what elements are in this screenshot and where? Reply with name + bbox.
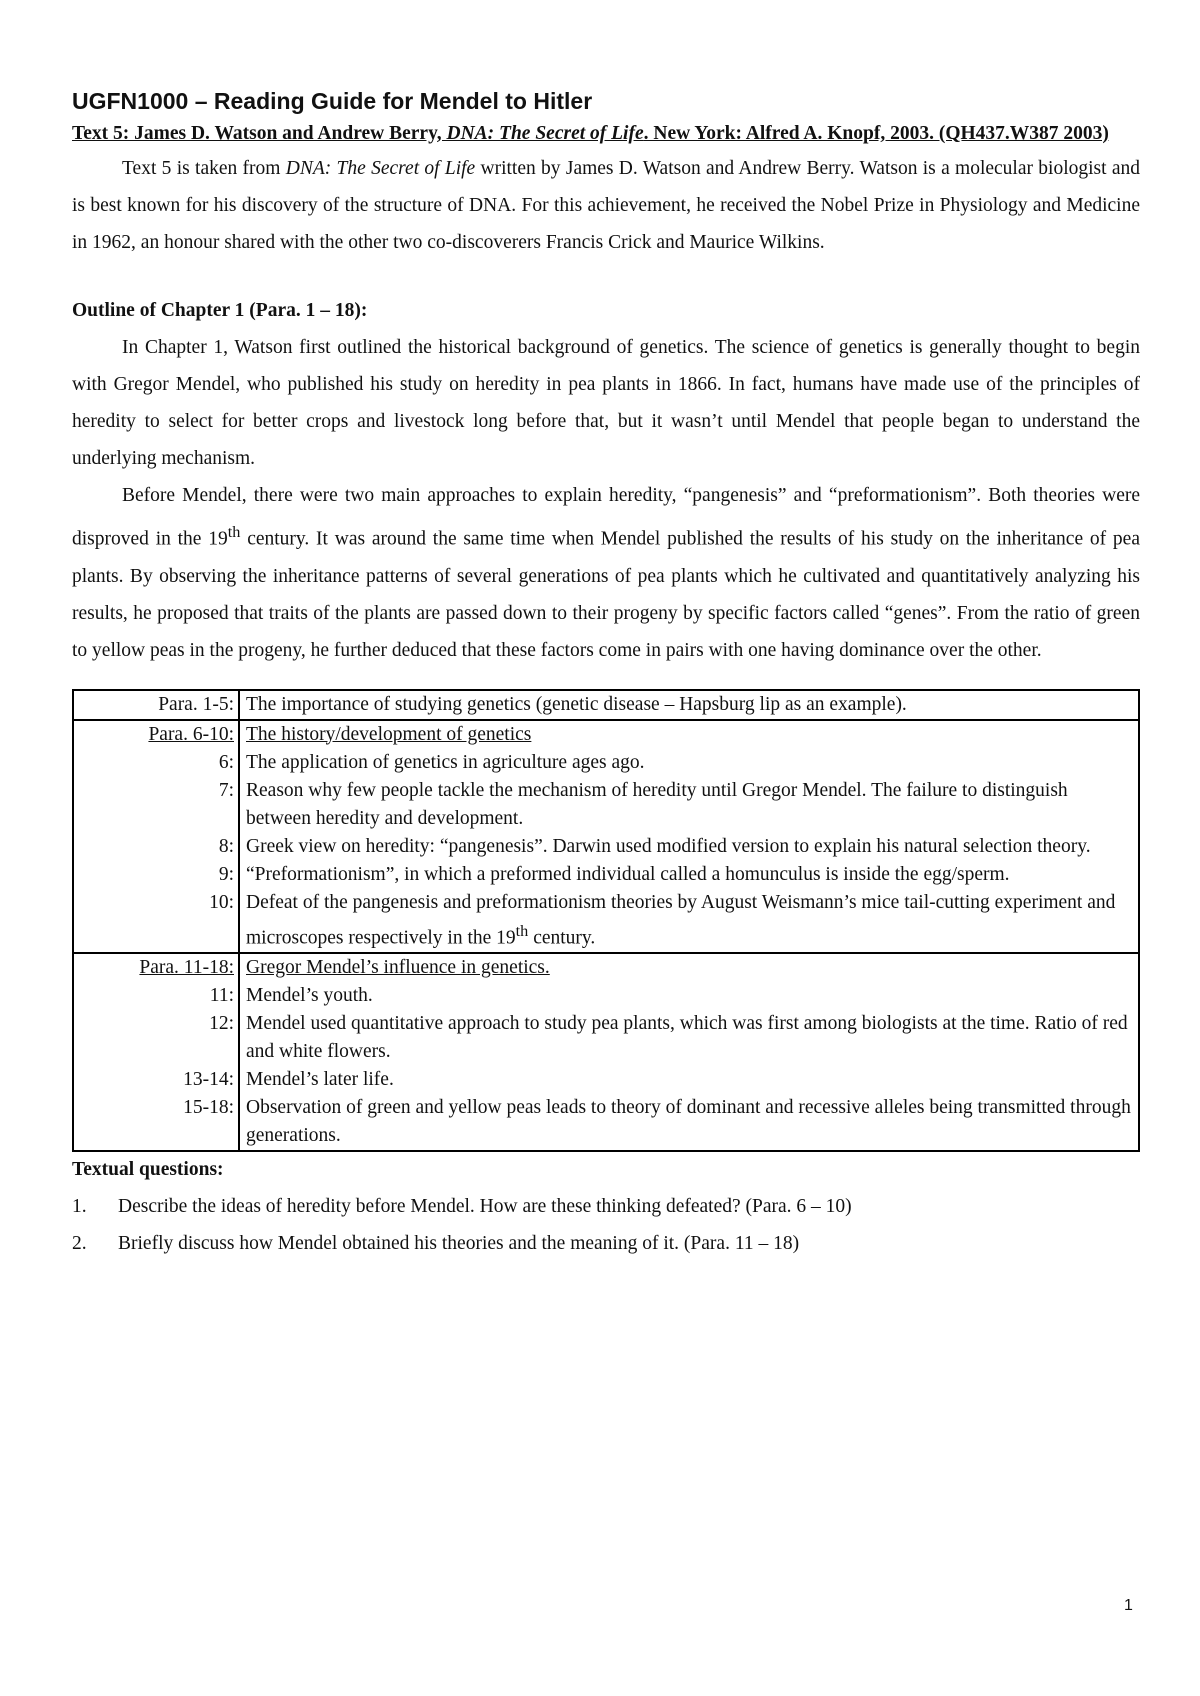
row-description: Observation of green and yellow peas leads to theory of dominant and recessive alleles being transmitted through generations.: [239, 1094, 1139, 1151]
table-row: [73, 777, 1139, 833]
question-number: 1.: [72, 1196, 87, 1217]
table-row: [73, 690, 1139, 720]
intro-text-after: written by James D. Watson and Andrew Berry. Watson is a molecular biologist and is best known for his discovery of the structure of DNA. For this achievement, he received the Nobel Prize in Physiology and Medicine in 1962, an honour shared with the other two co-discoverers Francis Crick and Maurice Wilkins.: [72, 158, 1141, 253]
row-label: 9:: [73, 861, 239, 889]
row-description: “Preformationism”, in which a preformed individual called a homunculus is inside the egg/sperm.: [239, 861, 1139, 889]
questions-heading: Textual questions:: [72, 1159, 224, 1180]
row-description: Greek view on heredity: “pangenesis”. Darwin used modified version to explain his natural selection theory.: [239, 833, 1139, 861]
row-label: 8:: [73, 833, 239, 861]
row-description: The importance of studying genetics (genetic disease – Hapsburg lip as an example).: [239, 690, 1139, 720]
question-number: 2.: [72, 1233, 87, 1254]
section-heading-row: [73, 953, 1139, 982]
superscript: th: [515, 921, 529, 940]
row10-text-after: century.: [528, 927, 596, 948]
table-row: [73, 1094, 1139, 1151]
row-description: Mendel’s youth.: [239, 982, 1139, 1010]
outline-paragraph-2: [72, 477, 1140, 669]
list-item: [72, 1188, 1140, 1225]
question-text: Describe the ideas of heredity before Mendel. How are these thinking defeated? (Para. 6 – 10): [118, 1196, 852, 1217]
section-heading-row: [73, 720, 1139, 749]
table-row: [73, 982, 1139, 1010]
section-label: Para. 11-18:: [73, 953, 239, 982]
row10-text-before: Defeat of the pangenesis and preformationism theories by August Weismann’s mice tail-cutting experiment and microscopes respectively in the 19: [246, 891, 1116, 948]
row-label: 11:: [73, 982, 239, 1010]
outline-paragraph-1: In Chapter 1, Watson first outlined the historical background of genetics. The science of genetics is generally thought to begin with Gregor Mendel, who published his study on heredity in pea plants in 1866. In fact, humans have made use of the principles of heredity to select for better crops and livestock long before that, but it wasn’t until Mendel that people began to understand the underlying mechanism.: [72, 337, 1140, 469]
document-title: UGFN1000 – Reading Guide for Mendel to Hitler: [72, 88, 593, 114]
row-label: Para. 1-5:: [73, 690, 239, 720]
intro-book-title: DNA: The Secret of Life: [285, 158, 476, 179]
citation-suffix: . New York: Alfred A. Knopf, 2003. (QH437.W387 2003): [643, 123, 1109, 144]
questions-list: [72, 1188, 1140, 1262]
paragraph2-text-after: century. It was around the same time when Mendel published the results of his study on the inheritance of pea plants. By observing the inheritance patterns of several generations of pea plants which he cultivated and quantitatively analyzing his results, he proposed that traits of the plants are passed down to their progeny by specific factors called “genes”. From the ratio of green to yellow peas in the progeny, he further deduced that these factors come in pairs with one having dominance over the other.: [72, 528, 1140, 661]
document-page: [72, 86, 1140, 1262]
table-row: [73, 749, 1139, 777]
table-row: [73, 1066, 1139, 1094]
section-heading: The history/development of genetics: [239, 720, 1139, 749]
row-label: 15-18:: [73, 1094, 239, 1151]
row-description: Mendel used quantitative approach to study pea plants, which was first among biologists at the time. Ratio of red and white flowers.: [239, 1010, 1139, 1066]
row-description: The application of genetics in agriculture ages ago.: [239, 749, 1139, 777]
section-label: Para. 6-10:: [73, 720, 239, 749]
paragraph2-text-before: Before Mendel, there were two main approaches to explain heredity, “pangenesis” and “preformationism”. Both theories were disproved in the 19: [72, 485, 1140, 550]
citation-prefix: Text 5: James D. Watson and Andrew Berry,: [72, 123, 447, 144]
list-item: [72, 1225, 1140, 1262]
row-label: 10:: [73, 889, 239, 954]
row-label: 7:: [73, 777, 239, 833]
section-heading: Gregor Mendel’s influence in genetics.: [239, 953, 1139, 982]
outline-heading: Outline of Chapter 1 (Para. 1 – 18):: [72, 300, 368, 321]
row-description: [239, 889, 1139, 954]
superscript: th: [227, 523, 241, 541]
row-label: 13-14:: [73, 1066, 239, 1094]
page-number: 1: [1124, 1597, 1133, 1614]
intro-paragraph: [72, 150, 1140, 261]
citation-book-title: DNA: The Secret of Life: [446, 123, 644, 144]
table-row: [73, 861, 1139, 889]
row-label: 12:: [73, 1010, 239, 1066]
row-description: Mendel’s later life.: [239, 1066, 1139, 1094]
table-row: [73, 889, 1139, 954]
table-row: [73, 1010, 1139, 1066]
row-label: 6:: [73, 749, 239, 777]
row-description: Reason why few people tackle the mechanism of heredity until Gregor Mendel. The failure to distinguish between heredity and development.: [239, 777, 1139, 833]
outline-table: [72, 689, 1140, 1153]
intro-text-before: Text 5 is taken from: [122, 158, 286, 179]
source-citation: [72, 118, 1140, 150]
table-row: [73, 833, 1139, 861]
question-text: Briefly discuss how Mendel obtained his theories and the meaning of it. (Para. 11 – 18): [118, 1233, 800, 1254]
